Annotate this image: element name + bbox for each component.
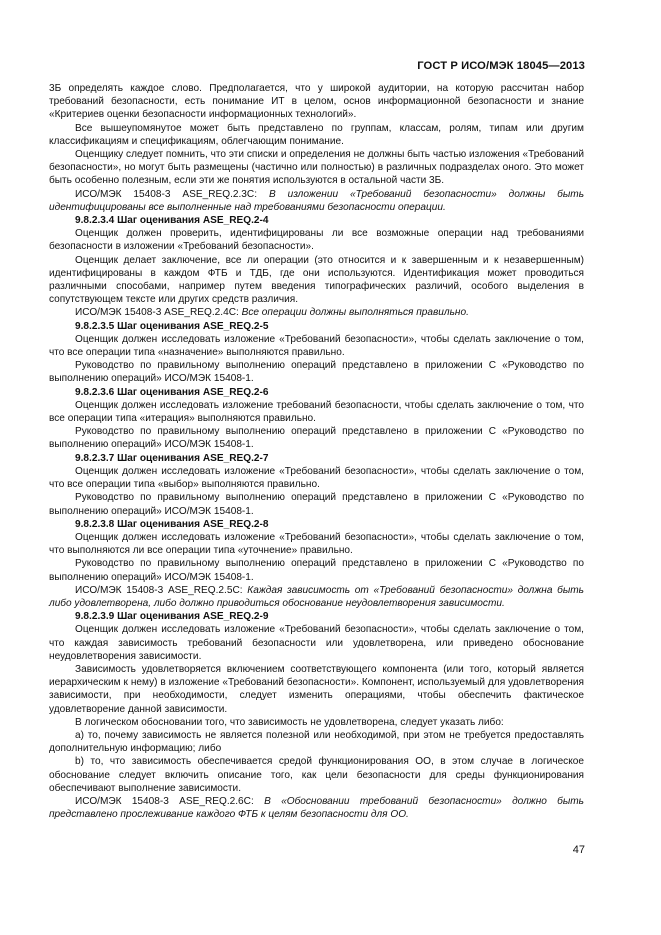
body-paragraph: В логическом обосновании того, что зависимость не удовлетворена, следует указать либо: <box>75 716 504 728</box>
requirement-reference <box>49 795 584 821</box>
requirement-reference <box>49 188 584 214</box>
body-paragraph: Оценщик должен исследовать изложение «Требований безопасности», чтобы сделать заключение о том, что выполняются ли все операции типа «уточнение» правильно. <box>49 531 584 557</box>
reference-code: ИСО/МЭК 15408-3 ASE_REQ.2.3C: <box>75 188 258 200</box>
requirement-reference <box>49 584 584 610</box>
section-heading: 9.8.2.3.6 Шаг оценивания ASE_REQ.2-6 <box>75 386 269 398</box>
section-heading: 9.8.2.3.9 Шаг оценивания ASE_REQ.2-9 <box>75 611 269 623</box>
requirement-reference <box>49 306 584 319</box>
body-paragraph: 3Б определять каждое слово. Предполагается, что у широкой аудитории, на которую рассчитан набор требований безопасности, есть понимание ИТ в целом, основ информационной безопасности и знание «Критериев оценки безопасности информационных технологий». <box>49 83 584 121</box>
body-paragraph: Оценщику следует помнить, что эти списки и определения не должны быть частью изложения «Требований безопасности», но могут быть размещены (частично или полностью) в различных подразделах оного. Это может быть особенно полезным, если эти же понятия используются в остальной части 3Б. <box>49 149 584 187</box>
body-paragraph: Руководство по правильному выполнению операций представлено в приложении С «Руководство по выполнению операций» ИСО/МЭК 15408-1. <box>49 426 584 451</box>
body-paragraph: Оценщик делает заключение, все ли операции (это относится и к завершенным и к незавершенным) идентифицированы в каждом ФТБ и ТДБ, где они используются. Идентификация может проводиться различными способами, например путем введения типографических различий, особого выделения в сопутствующем тексте или других средств различия. <box>49 254 584 306</box>
body-paragraph: Руководство по правильному выполнению операций представлено в приложении С «Руководство по выполнению операций» ИСО/МЭК 15408-1. <box>49 360 584 385</box>
section-heading: 9.8.2.3.5 Шаг оценивания ASE_REQ.2-5 <box>75 320 269 332</box>
reference-text: Каждая зависимость от «Требований безопасности» должна быть либо удовлетворена, либо должно приводиться обоснование неудовлетворения зависимости. <box>49 584 584 609</box>
document-body <box>49 82 584 821</box>
reference-code: ИСО/МЭК 15408-3 ASE_REQ.2.5C: <box>75 584 243 596</box>
reference-code: ИСО/МЭК 15408-3 ASE_REQ.2.6C: <box>75 795 254 807</box>
section-heading: 9.8.2.3.4 Шаг оценивания ASE_REQ.2-4 <box>75 215 269 227</box>
body-paragraph: Руководство по правильному выполнению операций представлено в приложении С «Руководство по выполнению операций» ИСО/МЭК 15408-1. <box>49 492 584 517</box>
body-paragraph: Оценщик должен исследовать изложение «Требований безопасности», чтобы сделать заключение о том, что все операции типа «назначение» выполняются правильно. <box>49 333 584 359</box>
reference-text: В «Обосновании требований безопасности» должно быть представлено прослеживание каждого ФТБ к целям безопасности для ОО. <box>49 795 584 821</box>
body-paragraph: Все вышеупомянутое может быть представлено по группам, классам, ролям, типам или другим классификациям и спецификациям, облегчающим понимание. <box>49 122 584 147</box>
body-paragraph: Оценщик должен исследовать изложение «Требований безопасности», чтобы сделать заключение о том, что все операции типа «выбор» выполняются правильно. <box>49 465 584 491</box>
reference-text: Все операции должны выполняться правильно. <box>241 307 469 319</box>
document-header: ГОСТ Р ИСО/МЭК 18045—2013 <box>417 60 585 72</box>
body-paragraph: Оценщик должен исследовать изложение «Требований безопасности», чтобы сделать заключение о том, что каждая зависимость требований безопасности или удовлетворена, или приведено обоснование неудовлетворения зависимости. <box>49 624 584 662</box>
body-paragraph: Оценщик должен исследовать изложение требований безопасности, чтобы сделать заключение о том, что все операции типа «итерация» выполняются правильно. <box>49 399 584 425</box>
section-heading: 9.8.2.3.7 Шаг оценивания ASE_REQ.2-7 <box>75 452 269 464</box>
page-number: 47 <box>572 844 585 856</box>
body-paragraph: a) то, почему зависимость не является полезной или необходимой, при этом не требуется предоставлять дополнительную информацию; либо <box>49 729 584 755</box>
body-paragraph: Руководство по правильному выполнению операций представлено в приложении С «Руководство по выполнению операций» ИСО/МЭК 15408-1. <box>49 558 584 583</box>
body-paragraph: Оценщик должен проверить, идентифицированы ли все возможные операции над требованиями безопасности в изложении «Требований безопасности». <box>49 228 584 253</box>
section-heading: 9.8.2.3.8 Шаг оценивания ASE_REQ.2-8 <box>75 518 269 530</box>
body-paragraph: b) то, что зависимость обеспечивается средой функционирования ОО, в этом случае в логическое обоснование следует включить описание того, как цели безопасности для среды функционирования обеспечивают выполнение зависимости. <box>49 756 584 794</box>
body-paragraph: Зависимость удовлетворяется включением соответствующего компонента (или того, который является иерархическим к нему) в изложение «Требований безопасности». Компонент, используемый для удовлетворения зависимости, при необходимости, следует изменить операциями, чтобы обеспечить фактическое удовлетворение данной зависимости. <box>49 663 584 715</box>
reference-code: ИСО/МЭК 15408-3 ASE_REQ.2.4C: <box>75 307 239 319</box>
reference-text: В изложении «Требований безопасности» должны быть идентифицированы все выполненные над требованиями безопасности операции. <box>49 188 584 213</box>
